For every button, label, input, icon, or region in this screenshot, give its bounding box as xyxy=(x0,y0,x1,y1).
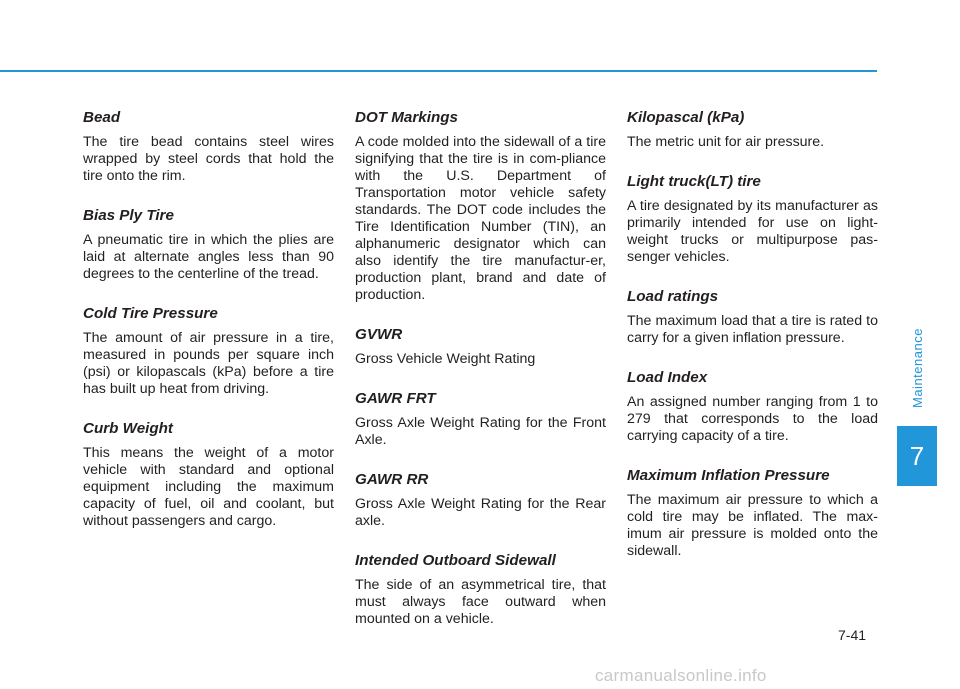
glossary-definition: A code molded into the sidewall of a tire signifying that the tire is in com-pliance with the U.S. Department of Transportation motor vehicle safety standards. The DOT code includes the Tire Identification Number (TIN), an alphanumeric designator which can also identify the tire manufactur-er, production plant, brand and date of production. xyxy=(355,134,606,303)
glossary-definition: The amount of air pressure in a tire, measured in pounds per square inch (psi) or kilopascals (kPa) before a tire has built up heat from driving. xyxy=(83,330,334,397)
watermark: carmanualsonline.info xyxy=(595,666,767,685)
glossary-definition: The tire bead contains steel wires wrapped by steel cords that hold the tire onto the rim. xyxy=(83,134,334,184)
glossary-entry xyxy=(627,287,878,347)
glossary-entry xyxy=(355,325,606,368)
glossary-definition: An assigned number ranging from 1 to 279 that corresponds to the load carrying capacity of a tire. xyxy=(627,394,878,444)
glossary-definition: Gross Axle Weight Rating for the Front Axle. xyxy=(355,415,606,448)
glossary-term: Bead xyxy=(83,109,121,126)
glossary-entry xyxy=(355,389,606,449)
glossary-entry xyxy=(83,206,334,283)
glossary-entry xyxy=(83,108,334,185)
glossary-entry xyxy=(627,368,878,445)
page-number: 7-41 xyxy=(838,627,867,643)
header-rule xyxy=(0,70,877,72)
chapter-tab xyxy=(897,330,937,486)
glossary-definition: Gross Vehicle Weight Rating xyxy=(355,351,536,367)
glossary-definition: Gross Axle Weight Rating for the Rear axle. xyxy=(355,496,606,529)
glossary-definition: A pneumatic tire in which the plies are laid at alternate angles less than 90 degrees to the centerline of the tread. xyxy=(83,232,334,282)
glossary-term: Load Index xyxy=(627,369,708,386)
glossary-definition: This means the weight of a motor vehicle with standard and optional equipment including the maximum capacity of fuel, oil and coolant, but without passengers and cargo. xyxy=(83,445,334,529)
glossary-term: Intended Outboard Sidewall xyxy=(355,552,556,569)
glossary-term: GAWR FRT xyxy=(355,390,436,407)
glossary-term: Kilopascal (kPa) xyxy=(627,109,745,126)
glossary-term: DOT Markings xyxy=(355,109,458,126)
glossary-entry xyxy=(83,419,334,530)
glossary-term: Cold Tire Pressure xyxy=(83,305,218,322)
glossary-term: Light truck(LT) tire xyxy=(627,173,761,190)
glossary-column-1 xyxy=(83,108,334,551)
glossary-column-2 xyxy=(355,108,606,649)
glossary-entry xyxy=(355,470,606,530)
glossary-term: GVWR xyxy=(355,326,403,343)
glossary-column-3 xyxy=(627,108,878,581)
chapter-number-badge: 7 xyxy=(897,426,937,486)
glossary-term: Maximum Inflation Pressure xyxy=(627,467,830,484)
glossary-entry xyxy=(83,304,334,398)
glossary-definition: The metric unit for air pressure. xyxy=(627,134,825,150)
glossary-term: Load ratings xyxy=(627,288,719,305)
glossary-term: Bias Ply Tire xyxy=(83,207,174,224)
glossary-definition: A tire designated by its manufacturer as primarily intended for use on light-weight trucks or multipurpose pas-senger vehicles. xyxy=(627,198,878,265)
glossary-entry xyxy=(627,172,878,266)
glossary-entry xyxy=(627,466,878,560)
glossary-definition: The maximum load that a tire is rated to carry for a given inflation pressure. xyxy=(627,313,878,346)
glossary-entry xyxy=(355,108,606,304)
glossary-term: GAWR RR xyxy=(355,471,429,488)
glossary-term: Curb Weight xyxy=(83,420,173,437)
glossary-entry xyxy=(355,551,606,628)
chapter-tab-label: Maintenance xyxy=(909,328,925,408)
glossary-definition: The maximum air pressure to which a cold tire may be inflated. The max-imum air pressure is molded onto the sidewall. xyxy=(627,492,878,559)
glossary-entry xyxy=(627,108,878,151)
glossary-definition: The side of an asymmetrical tire, that must always face outward when mounted on a vehicle. xyxy=(355,577,606,627)
